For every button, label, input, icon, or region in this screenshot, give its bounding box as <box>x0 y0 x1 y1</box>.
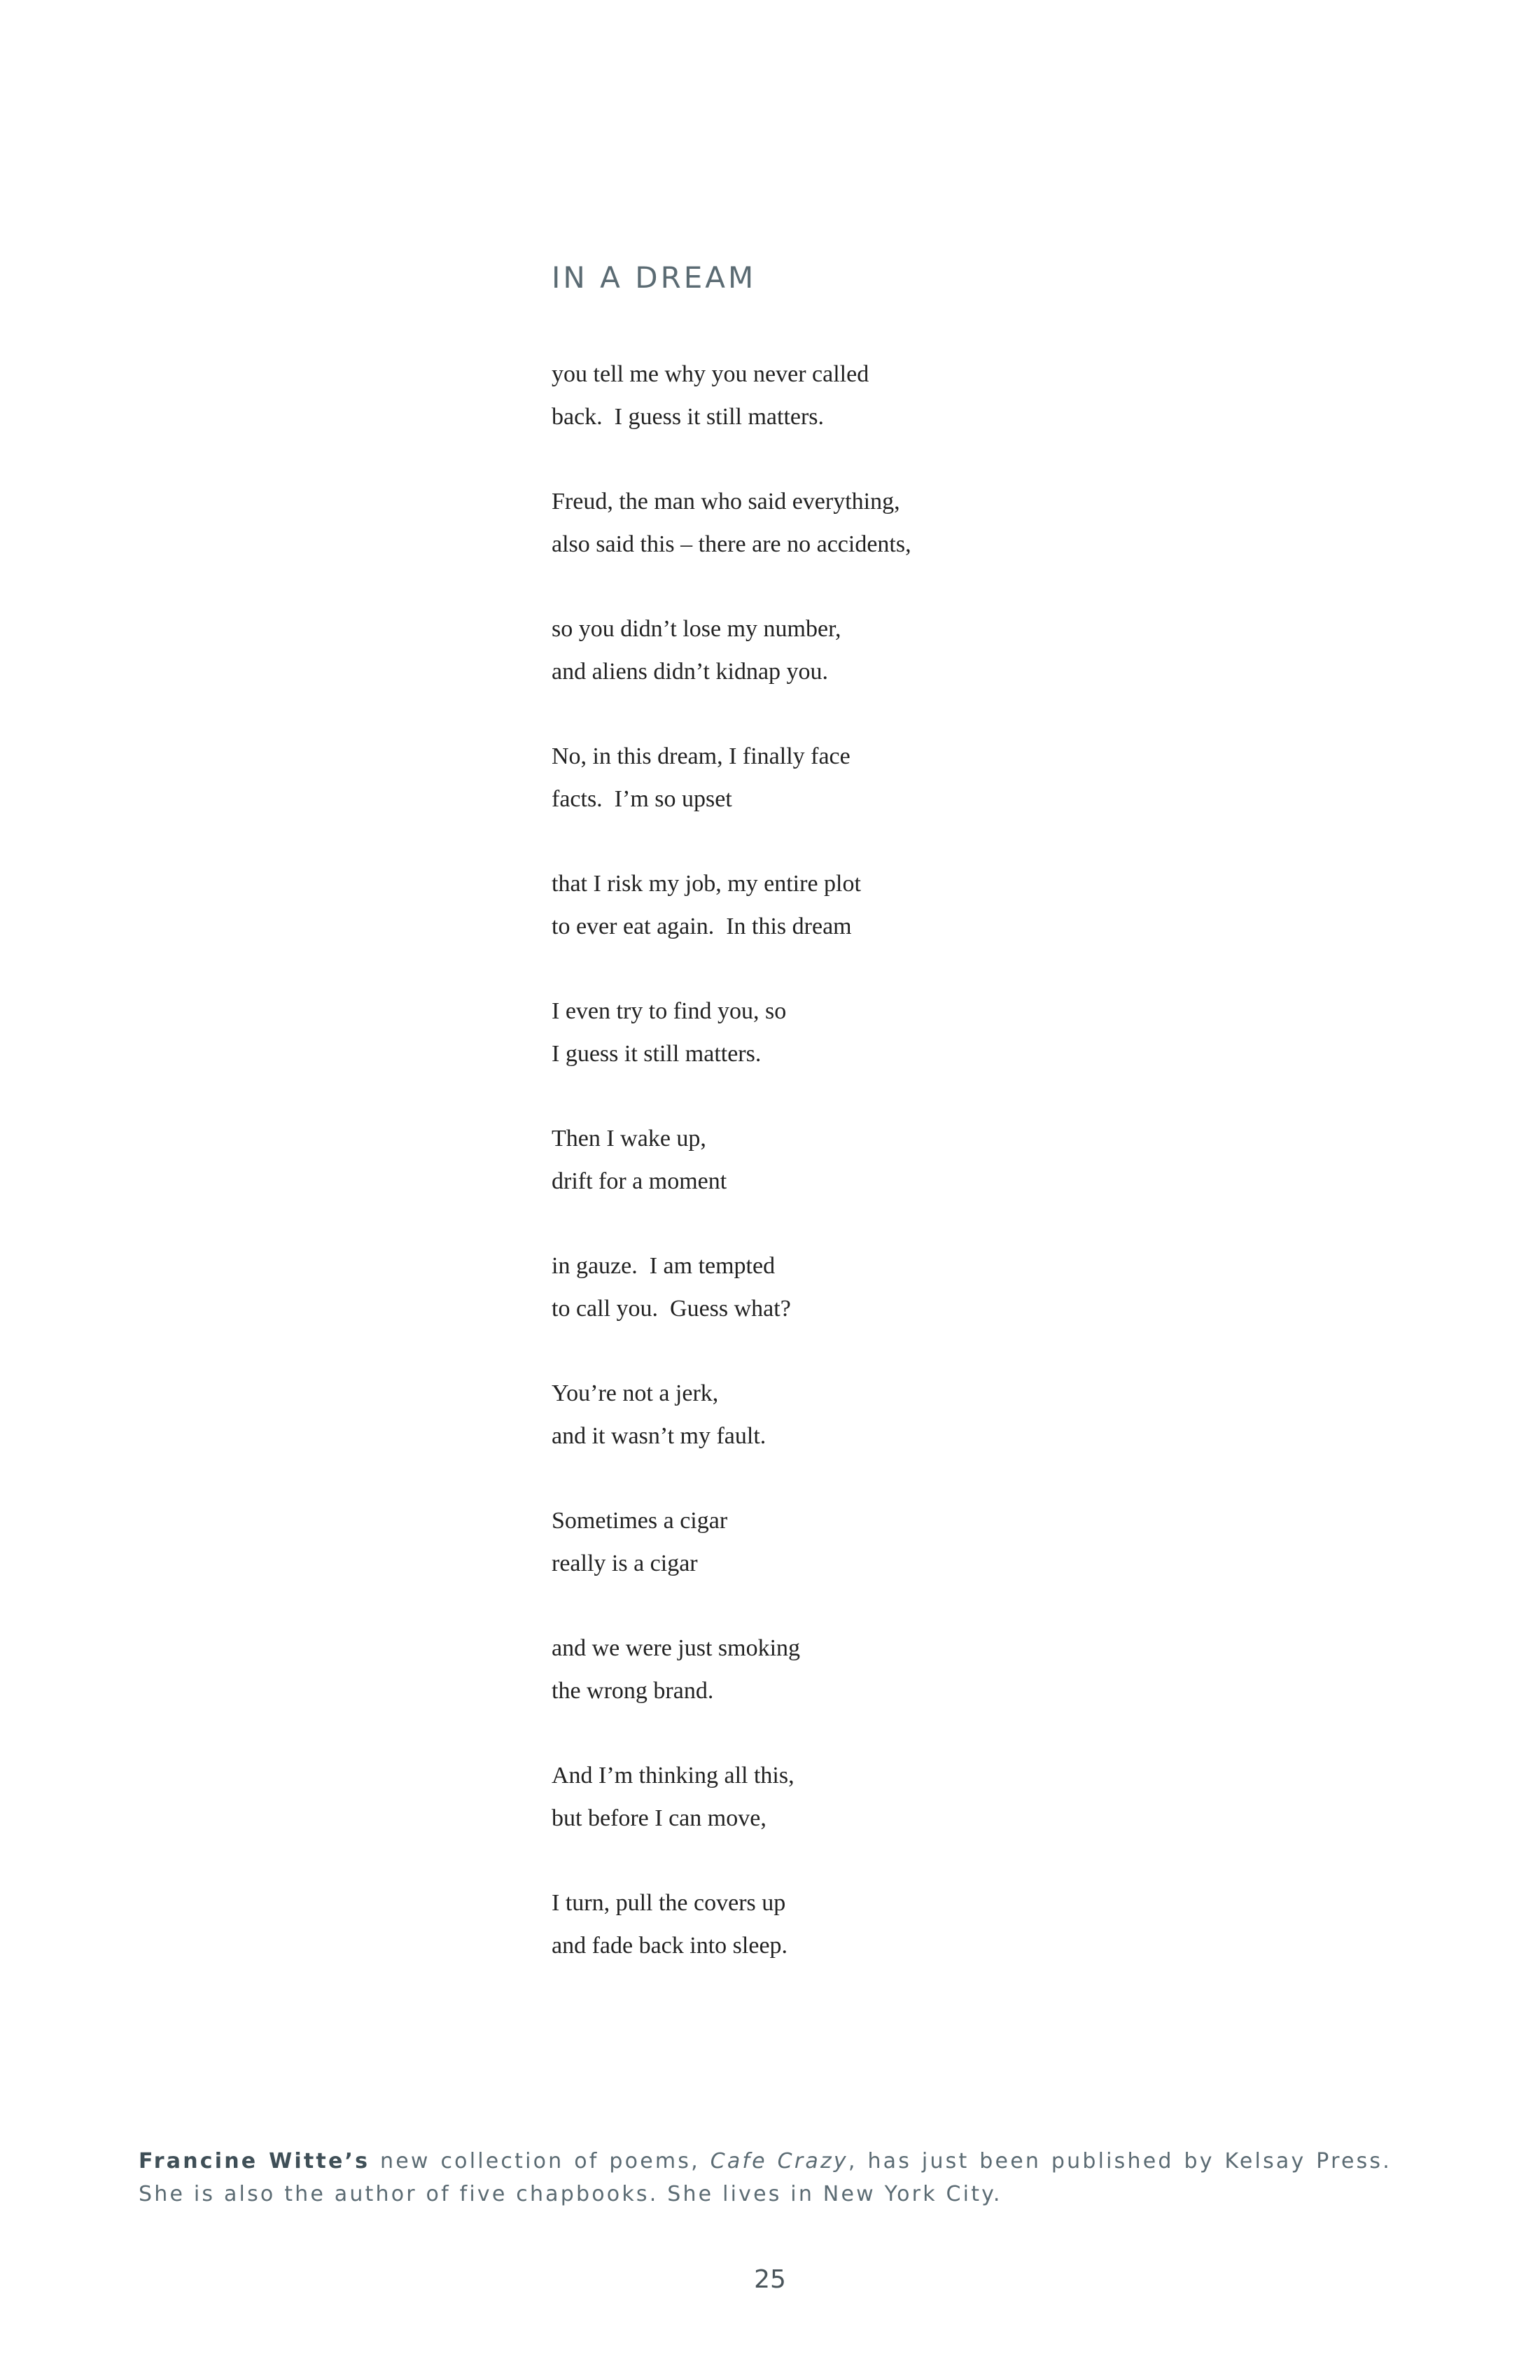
stanza <box>552 1245 1252 1372</box>
poem-line: and fade back into sleep. <box>552 1933 788 1959</box>
stanza <box>552 862 1252 990</box>
stanza <box>552 353 1252 480</box>
poem-line: facts. I’m so upset <box>552 786 732 812</box>
author-name: Francine Witte’s <box>139 2149 370 2174</box>
poem-line: You’re not a jerk, <box>552 1380 719 1406</box>
poem-line: to call you. Guess what? <box>552 1296 791 1322</box>
poem-line: back. I guess it still matters. <box>552 404 825 430</box>
poem-body <box>552 353 1252 2009</box>
poem-line: No, in this dream, I finally face <box>552 743 850 769</box>
poem-line: but before I can move, <box>552 1805 766 1831</box>
stanza <box>552 735 1252 862</box>
poem-line: I even try to find you, so <box>552 998 787 1024</box>
poem-line: and aliens didn’t kidnap you. <box>552 659 829 685</box>
stanza <box>552 1627 1252 1754</box>
stanza <box>552 1754 1252 1882</box>
poem-line: And I’m thinking all this, <box>552 1763 794 1788</box>
stanza <box>552 1117 1252 1245</box>
stanza <box>552 1372 1252 1499</box>
author-bio <box>139 2145 1392 2211</box>
poem-line: in gauze. I am tempted <box>552 1253 776 1279</box>
page-number: 25 <box>754 2265 786 2294</box>
poem-line: I turn, pull the covers up <box>552 1890 786 1916</box>
poem-line: really is a cigar <box>552 1550 698 1576</box>
poem-line: drift for a moment <box>552 1168 727 1194</box>
poem-line: also said this – there are no accidents, <box>552 531 911 557</box>
poem-line: that I risk my job, my entire plot <box>552 871 861 897</box>
poem-line: so you didn’t lose my number, <box>552 616 841 642</box>
poem-line: Freud, the man who said everything, <box>552 489 900 514</box>
poem-line: Sometimes a cigar <box>552 1508 728 1534</box>
book-title: Cafe Crazy <box>710 2149 848 2174</box>
poem-line: to ever eat again. In this dream <box>552 913 852 939</box>
poem-line: I guess it still matters. <box>552 1041 762 1067</box>
stanza <box>552 990 1252 1117</box>
poem-line: and we were just smoking <box>552 1635 801 1661</box>
poem-title: IN A DREAM <box>552 260 757 295</box>
stanza <box>552 480 1252 608</box>
poem-line: you tell me why you never called <box>552 361 869 387</box>
poem-line: and it wasn’t my fault. <box>552 1423 766 1449</box>
stanza <box>552 1882 1252 2009</box>
bio-text: , has just been published by Kelsay Press. She is also the author of five chapbooks. She lives in New York City. <box>139 2149 1392 2206</box>
bio-text: new collection of poems, <box>370 2149 710 2174</box>
stanza <box>552 608 1252 735</box>
poem-line: Then I wake up, <box>552 1126 706 1152</box>
stanza <box>552 1499 1252 1627</box>
poem-line: the wrong brand. <box>552 1678 714 1704</box>
